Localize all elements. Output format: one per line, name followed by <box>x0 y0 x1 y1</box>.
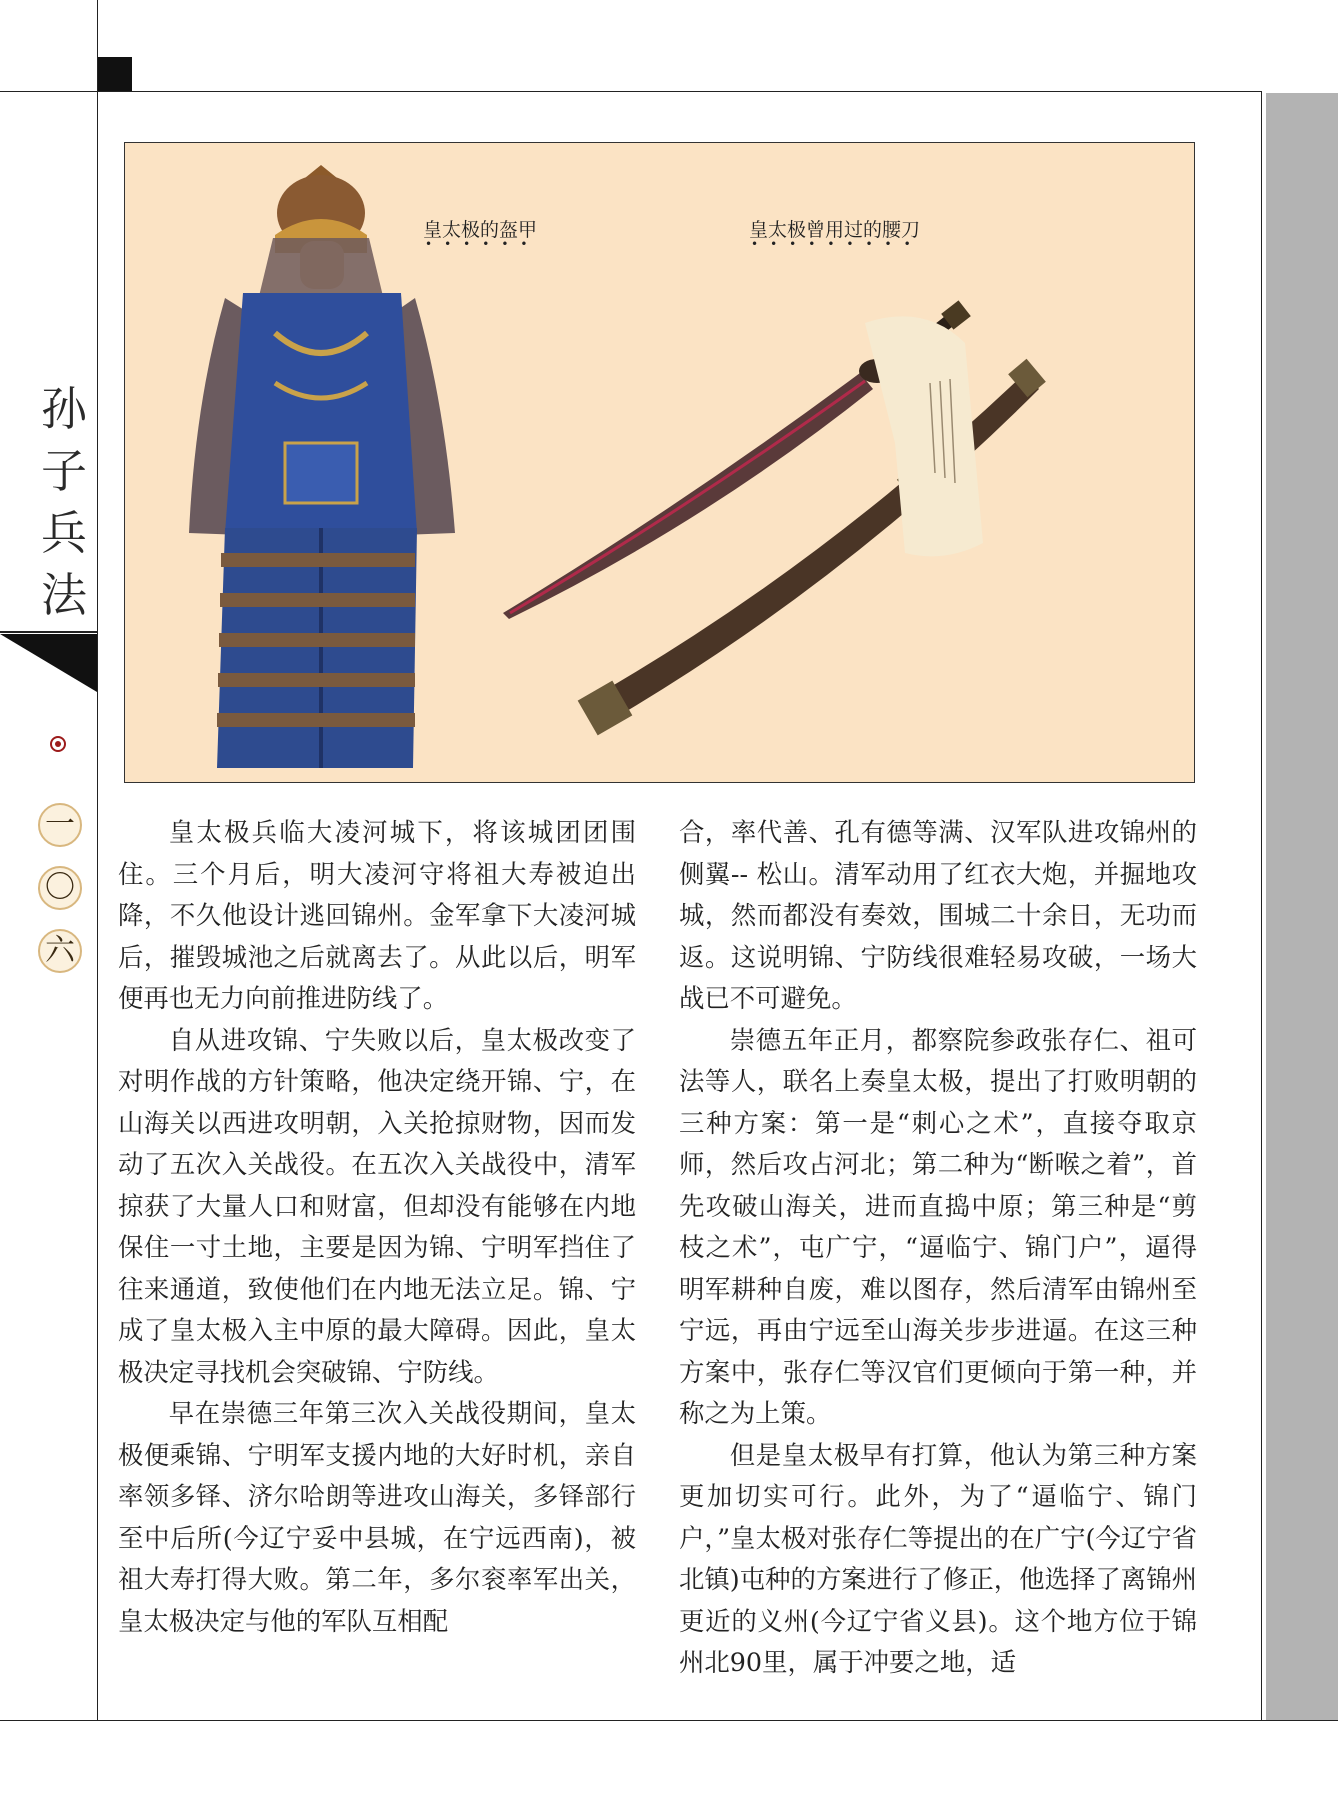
side-rule <box>0 631 97 633</box>
paragraph: 但是皇太极早有打算，他认为第三种方案更加切实可行。此外，为了“逼临宁、锦门户，”皇太极对张存仁等提出的在广宁(今辽宁省北镇)屯种的方案进行了修正，他选择了离锦州更近的义州(今辽宁省义县)。这个地方位于锦州北90里，属于冲要之地，适 <box>679 1439 1197 1677</box>
caption-sword-emphasis-dots: ••••••••• <box>751 237 923 251</box>
paragraph: 早在崇德三年第三次入关战役期间，皇太极便乘锦、宁明军支援内地的大好时机，亲自率领多铎、济尔哈朗等进攻山海关，多铎部行至中后所(今辽宁妥中县城，在宁远西南)，被祖大寿打得大败。第二年，多尔衮率军出关，皇太极决定与他的军队互相配 <box>118 1398 636 1636</box>
right-margin-rule <box>1261 91 1262 1720</box>
bottom-rule <box>0 1720 1338 1721</box>
page-number-char: 〇 <box>38 866 82 910</box>
bullet-dot-icon <box>50 736 66 752</box>
side-title-char: 法 <box>41 568 87 622</box>
paragraph: 自从进攻锦、宁失败以后，皇太极改变了对明作战的方针策略，他决定绕开锦、宁，在山海关以西进攻明朝，入关抢掠财物，因而发动了五次入关战役。在五次入关战役中，清军掠获了大量人口和财富，但却没有能够在内地保住一寸土地，主要是因为锦、宁明军挡住了往来通道，致使他们在内地无法立足。锦、宁成了皇太极入主中原的最大障碍。因此，皇太极决定寻找机会突破锦、宁防线。 <box>118 1024 636 1387</box>
right-gray-bar <box>1266 93 1338 1720</box>
armor-and-sword-photo <box>125 143 1194 782</box>
left-margin-rule <box>97 0 98 1720</box>
side-title-char: 子 <box>41 444 87 498</box>
side-wedge <box>0 634 97 692</box>
paragraph-continuation: 合，率代善、孔有德等满、汉军队进攻锦州的侧翼-- 松山。清军动用了红衣大炮，并掘地攻城，然而都没有奏效，围城二十余日，无功而返。这说明锦、宁防线很难轻易攻破，一场大战已不可避免。 <box>679 817 1197 1013</box>
caption-armor: 皇太极的盔甲 <box>423 219 538 241</box>
side-title-char: 兵 <box>41 506 87 560</box>
paragraph: 皇太极兵临大凌河城下，将该城团团围住。三个月后，明大凌河守将祖大寿被迫出降，不久他设计逃回锦州。金军拿下大凌河城后，摧毁城池之后就离去了。从此以后，明军便再也无力向前推进防线了。 <box>118 817 636 1013</box>
top-rule <box>0 91 1262 92</box>
side-title-char: 孙 <box>41 382 87 436</box>
page-number-char: 一 <box>38 803 82 847</box>
page-number-char: 六 <box>38 929 82 973</box>
side-book-title <box>36 378 92 626</box>
text-column-left <box>118 812 636 1642</box>
caption-armor-emphasis-dots: •••••• <box>425 237 540 251</box>
armor-figure <box>189 165 455 768</box>
photo-panel <box>124 142 1195 783</box>
corner-block <box>98 57 132 91</box>
text-column-right <box>679 812 1197 1684</box>
paragraph: 崇德五年正月，都察院参政张存仁、祖可法等人，联名上奏皇太极，提出了打败明朝的三种方案：第一是“刺心之术”，直接夺取京师，然后攻占河北；第二种为“断喉之着”，首先攻破山海关，进而直捣中原；第三种是“剪枝之术”，屯广宁，“逼临宁、锦门户”，逼得明军耕种自废，难以图存，然后清军由锦州至宁远，再由宁远至山海关步步进逼。在这三种方案中，张存仁等汉官们更倾向于第一种，并称之为上策。 <box>679 1024 1197 1428</box>
caption-sword: 皇太极曾用过的腰刀 <box>749 219 921 241</box>
